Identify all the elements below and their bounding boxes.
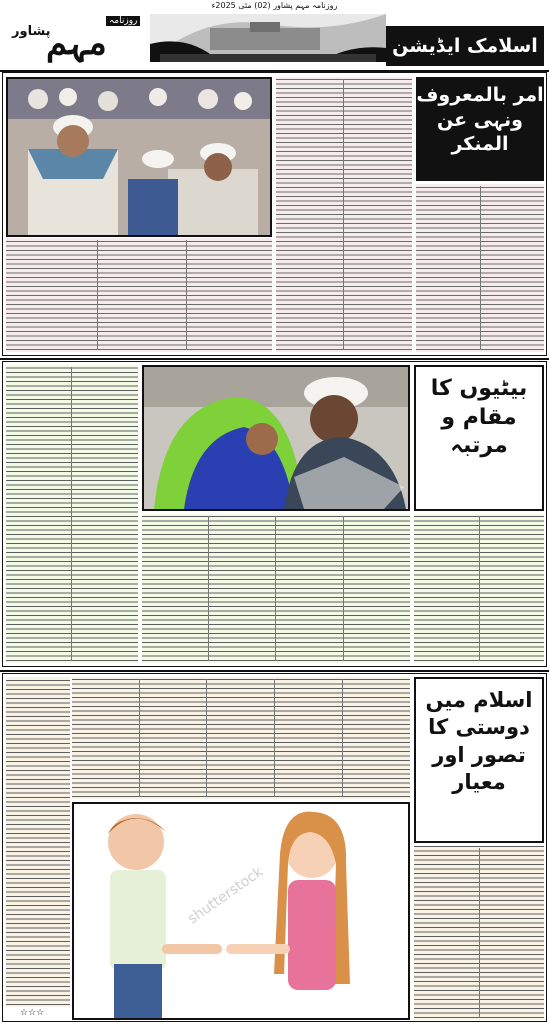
- children-handshake-photo: [72, 802, 410, 1020]
- article-2-title-line3: مرتبہ: [450, 433, 508, 459]
- article-1-title-line3: المنکر: [451, 133, 509, 156]
- column-divider: [97, 240, 98, 350]
- children-handshake-image: [74, 804, 408, 1018]
- article-3-text-far-left: [6, 677, 70, 1007]
- article-1-title: [416, 77, 544, 181]
- column-divider: [71, 367, 72, 661]
- article-3-title-line1: اسلام میں: [425, 688, 533, 712]
- article-1-text-middle: [276, 77, 412, 352]
- column-divider: [479, 516, 480, 661]
- column-divider: [342, 679, 343, 797]
- column-divider: [275, 516, 276, 661]
- column-divider: [206, 679, 207, 797]
- column-divider: [208, 516, 209, 661]
- article-3-title: [414, 677, 544, 843]
- column-divider: [343, 79, 344, 349]
- father-daughter-image: [144, 367, 408, 509]
- column-divider: [343, 516, 344, 661]
- article-1-title-line1: امر بالمعروف: [416, 84, 544, 106]
- watermark-text: shutterstock: [185, 863, 267, 928]
- article-1-title-line2: ونہی عن: [437, 108, 523, 131]
- father-daughter-photo: [142, 365, 410, 511]
- column-divider: [274, 679, 275, 797]
- article-3-title-line4: معیار: [452, 769, 506, 794]
- praying-men-image: [8, 79, 270, 235]
- article-3-title-line2: دوستی کا: [428, 715, 530, 740]
- logo-tag: روزنامہ: [106, 16, 140, 26]
- article-2-text-middle: [142, 514, 410, 663]
- skyline-banner: [150, 14, 386, 62]
- section-rule: [0, 358, 549, 360]
- end-stars: ☆☆☆: [20, 1008, 45, 1018]
- article-2-text-left: [6, 365, 138, 663]
- article-2-title: [414, 365, 544, 511]
- column-divider: [139, 679, 140, 797]
- masthead-logo: [6, 14, 156, 66]
- column-divider: [186, 240, 187, 350]
- article-3-text-top: [72, 677, 410, 799]
- dateline: روزنامہ مہم پشاور (02) مئی 2025ء: [211, 1, 338, 10]
- article-1-text-left: [6, 238, 272, 352]
- article-2-title-line2: مقام و: [441, 404, 517, 430]
- section-rule: [0, 670, 549, 672]
- logo-name: مہم: [46, 23, 107, 63]
- logo-city: پشاور: [12, 24, 51, 39]
- article-2-title-line1: بیٹیوں کا: [430, 376, 528, 401]
- column-divider: [479, 848, 480, 1018]
- edition-title: اسلامک ایڈیشن: [386, 26, 544, 66]
- article-3-title-line3: تصور اور: [432, 742, 526, 767]
- column-divider: [480, 186, 481, 350]
- praying-men-photo: [6, 77, 272, 237]
